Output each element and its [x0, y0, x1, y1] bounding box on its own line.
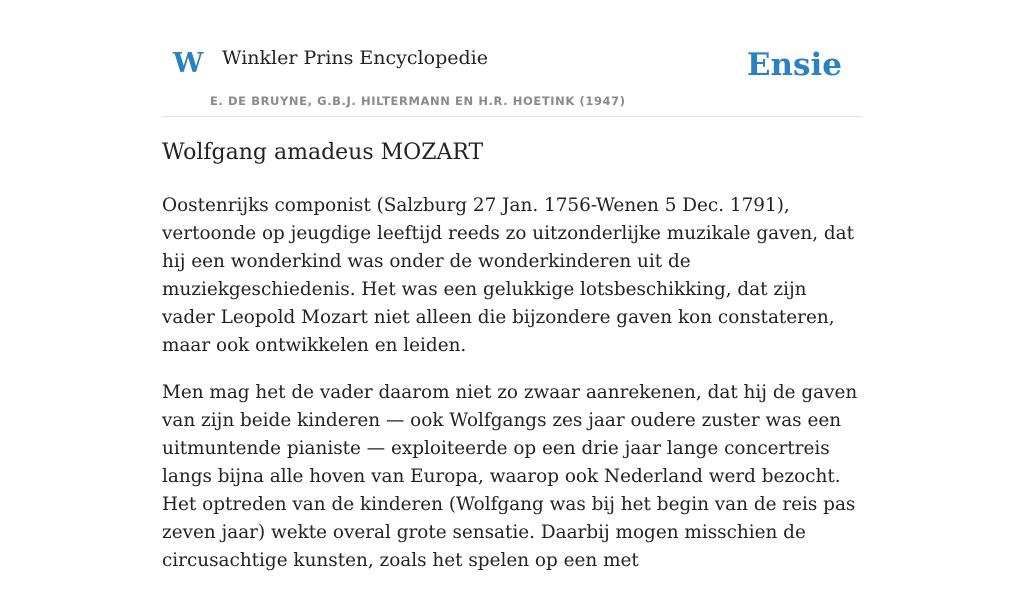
- article-paragraph-1: Oostenrijks componist (Salzburg 27 Jan. 1756-Wenen 5 Dec. 1791), vertoonde op jeugdige leeftijd reeds zo uitzonderlijke muzikale gaven, dat hij een wonderkind was onder de wonderkinderen uit de muziekgeschiedenis. Het was een gelukkige lotsbeschikking, dat zijn vader Leopold Mozart niet alleen die bijzondere gaven kon constateren, maar ook ontwikkelen en leiden.: [162, 195, 855, 356]
- article-body: [162, 192, 862, 594]
- encyclopedia-logo-icon: W: [173, 48, 204, 79]
- ensie-brand-logo[interactable]: Ensie: [746, 47, 842, 83]
- page-content: [162, 0, 862, 571]
- article-paragraph-2: Men mag het de vader daarom niet zo zwaar aanrekenen, dat hij de gaven van zijn beide kinderen — ook Wolfgangs zes jaar oudere zuster was een uitmuntende pianiste — exploiteerde op een drie jaar lange concertreis langs bijna alle hoven van Europa, waarop ook Nederland werd bezocht. Het optreden van de kinderen (Wolfgang was bij het begin van de reis pas zeven jaar) wekte overal grote sensatie. Daarbij mogen misschien de circusachtige kunsten, zoals het spelen op een met: [162, 382, 858, 571]
- source-authors: E. DE BRUYNE, G.B.J. HILTERMANN EN H.R. HOETINK (1947): [210, 94, 626, 108]
- article-title: Wolfgang amadeus MOZART: [162, 140, 484, 165]
- source-header: [162, 0, 862, 117]
- source-title[interactable]: Winkler Prins Encyclopedie: [222, 47, 488, 69]
